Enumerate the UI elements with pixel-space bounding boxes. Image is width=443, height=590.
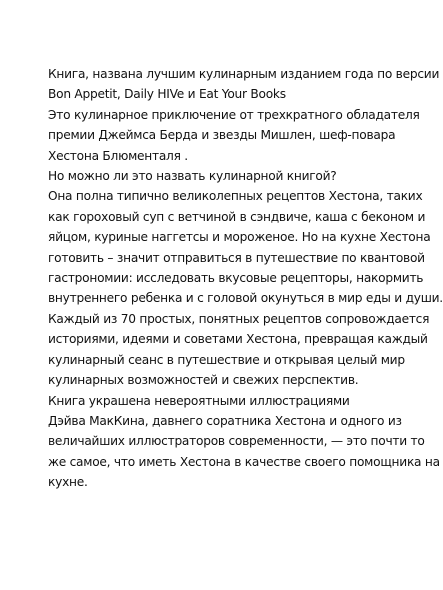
text-line: Bon Appetit, Daily HIVe и Eat Your Books [48,87,286,102]
text-line: Она полна типично великолепных рецептов Хестона, таких [48,189,423,204]
text-line: яйцом, куриные наггетсы и мороженое. Но на кухне Хестона [48,230,431,245]
text-line: Это кулинарное приключение от трехкратного обладателя [48,107,420,122]
text-line: премии Джеймса Берда и звезды Мишлен, шеф-повара [48,128,396,143]
text-line: кухне. [48,475,88,490]
text-line: кулинарных возможностей и свежих перспектив. [48,373,359,388]
text-line: Хестона Блюменталя . [48,148,188,163]
text-line: кулинарный сеанс в путешествие и открывая целый мир [48,352,405,367]
book-description-text [48,64,443,493]
text-line: Книга, названа лучшим кулинарным изданием года по версии [48,67,440,81]
text-line: готовить – значит отправиться в путешествие по квантовой [48,250,425,265]
text-line: Но можно ли это назвать кулинарной книгой? [48,169,337,184]
text-line: историями, идеями и советами Хестона, превращая каждый [48,332,428,347]
text-line: Каждый из 70 простых, понятных рецептов сопровождается [48,311,430,326]
text-line: же самое, что иметь Хестона в качестве своего помощника на [48,454,440,469]
text-line: гастрономии: исследовать вкусовые рецепторы, накормить [48,271,424,286]
text-line: Дэйва МакКина, давнего соратника Хестона и одного из [48,413,402,428]
text-line: Книга украшена невероятными иллюстрациями [48,393,350,408]
text-line: как гороховый суп с ветчиной в сэндвиче, каша с беконом и [48,209,426,224]
text-line: величайших иллюстраторов современности, — это почти то [48,434,425,449]
text-line: внутреннего ребенка и с головой окунуться в мир еды и души. [48,291,443,306]
